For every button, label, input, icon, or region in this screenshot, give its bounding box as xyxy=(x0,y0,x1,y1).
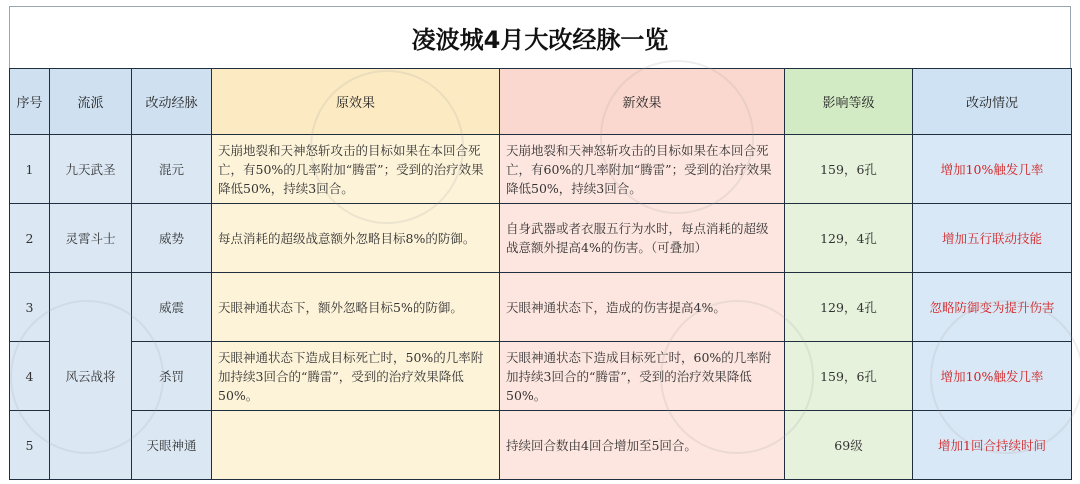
cell-no: 2 xyxy=(10,204,50,273)
table-row xyxy=(10,204,1072,273)
cell-level: 69级 xyxy=(785,411,913,480)
cell-level: 159，6孔 xyxy=(785,135,913,204)
cell-school: 风云战将 xyxy=(50,273,132,480)
cell-orig: 每点消耗的超级战意额外忽略目标8%的防御。 xyxy=(212,204,500,273)
cell-change: 增加1回合持续时间 xyxy=(913,411,1072,480)
header-level: 影响等级 xyxy=(785,69,913,135)
cell-vein: 天眼神通 xyxy=(132,411,212,480)
cell-change: 忽略防御变为提升伤害 xyxy=(913,273,1072,342)
cell-change: 增加10%触发几率 xyxy=(913,135,1072,204)
table-row xyxy=(10,411,1072,480)
cell-vein: 混元 xyxy=(132,135,212,204)
header-no: 序号 xyxy=(10,69,50,135)
cell-vein: 威震 xyxy=(132,273,212,342)
header-vein: 改动经脉 xyxy=(132,69,212,135)
cell-change: 增加五行联动技能 xyxy=(913,204,1072,273)
cell-level: 129，4孔 xyxy=(785,204,913,273)
veins-table xyxy=(9,68,1072,480)
cell-new: 天崩地裂和天神怒斩攻击的目标如果在本回合死亡，有60%的几率附加“腾雷”；受到的治疗效果降低50%，持续3回合。 xyxy=(500,135,785,204)
cell-no: 5 xyxy=(10,411,50,480)
table-row xyxy=(10,273,1072,342)
cell-level: 159，6孔 xyxy=(785,342,913,411)
cell-level: 129，4孔 xyxy=(785,273,913,342)
header-orig: 原效果 xyxy=(212,69,500,135)
cell-no: 4 xyxy=(10,342,50,411)
table-header-row xyxy=(10,69,1072,135)
cell-no: 3 xyxy=(10,273,50,342)
cell-new: 天眼神通状态下，造成的伤害提高4%。 xyxy=(500,273,785,342)
cell-new: 自身武器或者衣服五行为水时，每点消耗的超级战意额外提高4%的伤害。（可叠加） xyxy=(500,204,785,273)
cell-orig: 天眼神通状态下造成目标死亡时，50%的几率附加持续3回合的“腾雷”，受到的治疗效果降低50%。 xyxy=(212,342,500,411)
cell-vein: 杀罚 xyxy=(132,342,212,411)
cell-new: 天眼神通状态下造成目标死亡时，60%的几率附加持续3回合的“腾雷”，受到的治疗效果降低50%。 xyxy=(500,342,785,411)
cell-school: 灵霄斗士 xyxy=(50,204,132,273)
cell-vein: 威势 xyxy=(132,204,212,273)
header-change: 改动情况 xyxy=(913,69,1072,135)
table-row xyxy=(10,342,1072,411)
cell-orig xyxy=(212,411,500,480)
cell-change: 增加10%触发几率 xyxy=(913,342,1072,411)
cell-orig: 天眼神通状态下，额外忽略目标5%的防御。 xyxy=(212,273,500,342)
header-school: 流派 xyxy=(50,69,132,135)
header-new: 新效果 xyxy=(500,69,785,135)
cell-orig: 天崩地裂和天神怒斩攻击的目标如果在本回合死亡，有50%的几率附加“腾雷”；受到的治疗效果降低50%，持续3回合。 xyxy=(212,135,500,204)
cell-new: 持续回合数由4回合增加至5回合。 xyxy=(500,411,785,480)
cell-school: 九天武圣 xyxy=(50,135,132,204)
table-row xyxy=(10,135,1072,204)
cell-no: 1 xyxy=(10,135,50,204)
page-title: 凌波城4月大改经脉一览 xyxy=(9,6,1071,68)
